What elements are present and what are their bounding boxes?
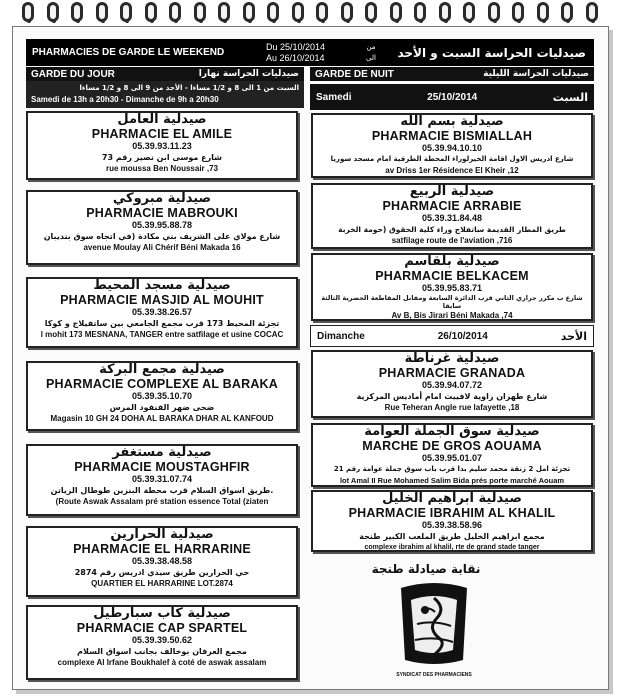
sunday-row [310,325,594,347]
pharmacy-address-fr: avenue Moulay Ali Chérif Béni Makada 16 [83,243,241,252]
pharmacy-card [311,490,593,552]
pharmacy-card [26,190,298,265]
pharmacy-address-ar: شارع موسى ابن نصير رقم 73 [101,153,223,162]
pharmacy-phone: 05.39.39.50.62 [131,635,193,645]
pharmacy-name-fr: PHARMACIE CAP SPARTEL [76,621,248,635]
binding-ring [488,2,500,22]
day-guard-header-ar: صيدليات الحراسة نهارا [198,69,299,79]
pharmacy-name-fr: PHARMACIE IBRAHIM AL KHALIL [348,506,556,520]
pharmacy-card [311,423,593,487]
header-date-to: Au 26/10/2014 [266,52,325,63]
binding-ring [71,2,83,22]
pharmacy-name-ar: صيدلية كاب سبارطيل [93,606,231,621]
pharmacy-phone: 05.39.95.01.07 [421,453,483,463]
pharmacy-name-fr: PHARMACIE BELKACEM [375,269,529,283]
binding-ring [463,2,475,22]
pharmacy-card [311,113,593,178]
binding-ring [586,2,598,22]
header-title-ar: صيدليات الحراسة السبت و الأحد [397,45,586,60]
pharmacy-name-fr: MARCHE DE GROS AOUAMA [362,439,542,453]
pharmacy-name-ar: صيدلية الربيع [409,184,495,199]
sunday-label-ar: الأحد [560,329,587,343]
pharmacy-address-ar: طريق اسواق السلام قرب محطة البنزين طوطال الزياتن. [50,486,274,495]
syndicate-logo [391,580,477,672]
pharmacy-card [26,277,298,348]
pharmacy-address-ar: شارع ادريس الاول اقامة الخيرلوراء المحطة الطرقية امام مسجد سوريا [330,155,574,163]
pharmacy-phone: 05.39.93.11.23 [132,141,192,151]
binding-ring [120,2,132,22]
pharmacy-name-ar: صيدلية غرناطة [404,351,500,366]
saturday-row [310,84,594,110]
binding-ring [414,2,426,22]
day-guard-header [26,67,304,81]
sunday-date: 26/10/2014 [437,330,488,342]
pharmacy-address-fr: satfilage route de l'aviation ,716 [391,236,513,245]
pharmacy-address-fr: rue moussa Ben Noussair ,73 [105,164,219,173]
day-guard-hours-ar: السبت من 1 الى 8 و 1/2 مساءا - الأحد من 9 الى 8 و 1/2 مساءا [79,84,299,92]
saturday-date: 25/10/2014 [427,91,478,103]
page-header [26,39,594,66]
pharmacy-address-fr: (Route Aswak Assalam pré station essence Total (ziaten [55,497,269,506]
pharmacy-address-ar: شارع مولاي على الشريف بني مكادة (في اتجاه سوق بنديبان [43,232,281,241]
pharmacy-phone: 05.39.95.83.71 [421,283,483,293]
binding-ring [194,2,206,22]
pharmacy-address-ar: شارع طهران زاوية لافييت امام أماديس المركزية [356,392,548,401]
pharmacy-card [26,361,298,431]
sunday-label: Dimanche [317,330,365,342]
pharmacy-address-fr: Rue Teheran Angle rue lafayette ,18 [384,403,520,412]
header-from-to-ar [356,42,386,64]
binding-ring [537,2,549,22]
pharmacy-address-fr: complexe ibrahim al khalil, rte de grand stade tanger [364,544,540,551]
pharmacy-address-fr: Magasin 10 GH 24 DOHA AL BARAKA DHAR AL KANFOUD [50,414,274,423]
pharmacy-phone: 05.39.94.07.72 [421,380,483,390]
binding-ring [439,2,451,22]
day-guard-header-fr: GARDE DU JOUR [31,68,115,80]
binding-ring [47,2,59,22]
pharmacy-name-ar: صيدلية مجمع البركة [99,362,225,377]
binding-ring [267,2,279,22]
pharmacy-address-fr: QUARTIER EL HARRARINE LOT.2874 [91,579,233,588]
pharmacy-card [311,183,593,249]
pharmacy-card [26,444,298,516]
pharmacy-name-ar: صيدلية بسم الله [400,114,504,129]
binding-ring [390,2,402,22]
pharmacy-address-ar: حي الحرارين طريق سيدي ادريس رقم 2874 [74,568,250,577]
pharmacy-card [26,526,298,597]
pharmacy-address-fr: Av B, Bis Jirari Béni Makada ,74 [391,311,513,320]
syndicate-title-ar: نقابة صيادلة طنجة [371,562,481,576]
binding-ring [316,2,328,22]
binding-ring [512,2,524,22]
pharmacy-name-ar: صيدلية بلقاسم [404,254,500,269]
binding-ring [561,2,573,22]
pharmacy-phone: 05.39.31.84.48 [421,213,483,223]
pharmacy-card [311,253,593,321]
pharmacy-phone: 05.39.31.07.74 [131,474,193,484]
night-guard-header [310,67,594,81]
header-to-ar: الى [366,53,376,62]
pharmacy-address-fr: complexe Al Irfane Boukhalef à coté de aswak assalam [57,658,267,667]
saturday-label: Samedi [316,91,352,103]
binding-ring [365,2,377,22]
pharmacy-name-fr: PHARMACIE MASJID AL MOUHIT [60,293,264,307]
pharmacy-name-fr: PHARMACIE BISMIALLAH [371,129,533,143]
day-guard-hours-fr: Samedi de 13h a 20h30 - Dimanche de 9h a 20h30 [31,95,219,104]
pharmacy-address-ar: شارع ب مكرر جراري الثاني قرب الدائرة السابعة ومقابل المقاطعة الحضرية الثالثة سابقا [321,294,583,310]
pharmacy-address-ar: ضحى ضهر القنفود المرس [109,403,215,412]
day-guard-hours [26,81,304,108]
pharmacy-name-fr: PHARMACIE MABROUKI [86,206,238,220]
pharmacy-name-ar: صيدلية سوق الجملة العوامة [364,424,540,439]
pharmacy-name-fr: PHARMACIE ARRABIE [382,199,522,213]
pharmacy-name-ar: صيدلية العامل [117,112,207,127]
pharmacy-name-ar: صيدلية مسجد المحيط [93,278,231,293]
pharmacy-phone: 05.39.35.10.70 [131,391,193,401]
pharmacy-name-ar: صيدلية مبروكي [112,191,212,206]
pharmacy-phone: 05.39.94.10.10 [421,143,483,153]
pharmacy-name-ar: صيدلية مستغفر [112,445,212,460]
pharmacy-card [26,605,298,680]
margin-watermark [2,40,12,660]
night-guard-header-fr: GARDE DE NUIT [315,68,394,80]
binding-ring [218,2,230,22]
pharmacy-name-fr: PHARMACIE EL AMILE [91,127,233,141]
pharmacy-card [311,350,593,418]
pharmacy-name-fr: PHARMACIE GRANADA [378,366,526,380]
pharmacy-name-ar: صيدلية الحرارين [110,527,214,542]
binding-ring [341,2,353,22]
pharmacy-address-ar: طريق المطار القديمة ساتفلاج وراء كلية الحقوق (حومة الخربة [338,225,566,234]
pharmacy-address-fr: l mohit 173 MESNANA, TANGER entre satfilage et usine COCAC [40,330,284,339]
pharmacy-address-fr: av Driss 1er Résidence El Kheir ,12 [385,166,519,175]
header-from-ar: من [366,42,376,51]
pharmacy-name-ar: صيدلية ابراهيم الخليل [382,491,522,506]
binding-ring [169,2,181,22]
pharmacy-address-ar: مجمع العرفان بوخالف بجانب اسواق السلام [77,647,247,656]
pharmacy-card [26,111,298,180]
saturday-label-ar: السبت [552,90,588,104]
header-dates [266,42,356,64]
binding-ring [292,2,304,22]
pharmacy-name-fr: PHARMACIE COMPLEXE AL BARAKA [46,377,278,391]
pharmacy-address-ar: تجزئة المحيط 173 قرب مجمع الجامعي بين ساتفيلاج و كوكا [44,319,280,328]
night-guard-header-ar: صيدليات الحراسة الليلية [483,69,589,79]
pharmacy-address-ar: تجزئة امل 2 زنقة محمد سليم بدا قرب باب سوق جملة عوامة رقم 21 [333,465,571,473]
binding-ring [96,2,108,22]
header-date-from: Du 25/10/2014 [266,41,326,52]
binding-ring [145,2,157,22]
pharmacy-phone: 05.39.38.26.57 [131,307,193,317]
syndicate-label: SYNDICAT DES PHARMACIENS [396,672,472,678]
pharmacy-phone: 05.39.38.48.58 [131,556,193,566]
pharmacy-address-ar: مجمع ابراهيم الخليل طريق الملعب الكبير طنجة [359,532,545,541]
header-title-fr: PHARMACIES DE GARDE LE WEEKEND [32,47,225,58]
pharmacy-phone: 05.39.38.58.96 [421,520,483,530]
binding-ring [243,2,255,22]
pharmacy-address-fr: lot Amal II Rue Mohamed Salim Bida prés porte marché Aouam [339,476,565,485]
pharmacy-name-fr: PHARMACIE MOUSTAGHFIR [74,460,250,474]
binding-ring [22,2,34,22]
pharmacy-phone: 05.39.95.88.78 [131,220,193,230]
spiral-binding [0,0,621,26]
pharmacy-name-fr: PHARMACIE EL HARRARINE [73,542,251,556]
